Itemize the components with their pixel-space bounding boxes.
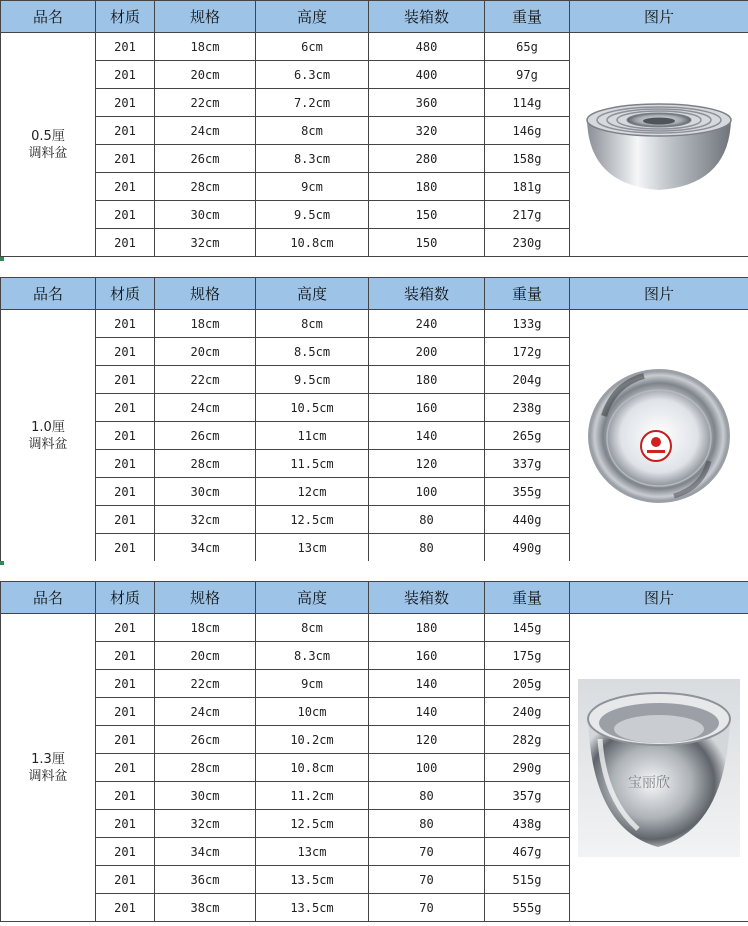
material-cell: 201: [96, 782, 155, 810]
size-cell: 32cm: [155, 810, 256, 838]
carton-qty-cell: 140: [369, 698, 485, 726]
height-cell: 13cm: [256, 838, 369, 866]
weight-cell: 181g: [485, 173, 570, 201]
carton-qty-cell: 160: [369, 642, 485, 670]
height-cell: 11.5cm: [256, 450, 369, 478]
carton-qty-cell: 70: [369, 894, 485, 922]
weight-cell: 65g: [485, 33, 570, 61]
height-cell: 10.5cm: [256, 394, 369, 422]
size-cell: 32cm: [155, 229, 256, 257]
header-carton-qty: 装箱数: [369, 1, 485, 33]
height-cell: 10.8cm: [256, 754, 369, 782]
weight-cell: 133g: [485, 310, 570, 338]
product-name-cell: [1, 33, 96, 257]
height-cell: 12cm: [256, 478, 369, 506]
bowl-with-sticker-icon: [584, 366, 734, 506]
carton-qty-cell: 160: [369, 394, 485, 422]
material-cell: 201: [96, 338, 155, 366]
carton-qty-cell: 180: [369, 366, 485, 394]
height-cell: 10.8cm: [256, 229, 369, 257]
size-cell: 36cm: [155, 866, 256, 894]
material-cell: 201: [96, 366, 155, 394]
header-size: 规格: [155, 278, 256, 310]
carton-qty-cell: 280: [369, 145, 485, 173]
table-header-row: [1, 1, 748, 33]
carton-qty-cell: 80: [369, 506, 485, 534]
header-material: 材质: [96, 278, 155, 310]
height-cell: 13.5cm: [256, 866, 369, 894]
size-cell: 30cm: [155, 201, 256, 229]
size-cell: 32cm: [155, 506, 256, 534]
carton-qty-cell: 240: [369, 310, 485, 338]
material-cell: 201: [96, 670, 155, 698]
material-cell: 201: [96, 145, 155, 173]
table-header-row: [1, 278, 748, 310]
header-height: 高度: [256, 582, 369, 614]
product-thickness: 1.3厘: [31, 751, 65, 767]
carton-qty-cell: 80: [369, 534, 485, 562]
carton-qty-cell: 70: [369, 838, 485, 866]
size-cell: 22cm: [155, 89, 256, 117]
weight-cell: 515g: [485, 866, 570, 894]
table-row: [1, 33, 748, 61]
product-type: 调料盆: [28, 768, 68, 784]
weight-cell: 355g: [485, 478, 570, 506]
carton-qty-cell: 140: [369, 670, 485, 698]
material-cell: 201: [96, 310, 155, 338]
weight-cell: 230g: [485, 229, 570, 257]
size-cell: 24cm: [155, 698, 256, 726]
height-cell: 9.5cm: [256, 201, 369, 229]
material-cell: 201: [96, 894, 155, 922]
table-separator: [0, 257, 748, 277]
weight-cell: 240g: [485, 698, 570, 726]
weight-cell: 172g: [485, 338, 570, 366]
carton-qty-cell: 70: [369, 866, 485, 894]
material-cell: 201: [96, 810, 155, 838]
brand-watermark: 宝丽欣: [628, 774, 670, 791]
carton-qty-cell: 200: [369, 338, 485, 366]
weight-cell: 282g: [485, 726, 570, 754]
height-cell: 12.5cm: [256, 506, 369, 534]
size-cell: 18cm: [155, 310, 256, 338]
material-cell: 201: [96, 614, 155, 642]
header-weight: 重量: [485, 1, 570, 33]
carton-qty-cell: 180: [369, 173, 485, 201]
weight-cell: 217g: [485, 201, 570, 229]
size-cell: 22cm: [155, 366, 256, 394]
weight-cell: 490g: [485, 534, 570, 562]
stacked-bowls-icon: [579, 90, 739, 200]
carton-qty-cell: 360: [369, 89, 485, 117]
material-cell: 201: [96, 394, 155, 422]
size-cell: 22cm: [155, 670, 256, 698]
header-weight: 重量: [485, 278, 570, 310]
weight-cell: 114g: [485, 89, 570, 117]
weight-cell: 555g: [485, 894, 570, 922]
header-size: 规格: [155, 582, 256, 614]
height-cell: 9.5cm: [256, 366, 369, 394]
header-product-name: 品名: [1, 278, 96, 310]
height-cell: 13cm: [256, 534, 369, 562]
weight-cell: 175g: [485, 642, 570, 670]
carton-qty-cell: 100: [369, 754, 485, 782]
size-cell: 18cm: [155, 33, 256, 61]
carton-qty-cell: 120: [369, 726, 485, 754]
material-cell: 201: [96, 866, 155, 894]
material-cell: 201: [96, 838, 155, 866]
weight-cell: 205g: [485, 670, 570, 698]
carton-qty-cell: 320: [369, 117, 485, 145]
product-name-cell: [1, 614, 96, 922]
height-cell: 10cm: [256, 698, 369, 726]
material-cell: 201: [96, 33, 155, 61]
size-cell: 24cm: [155, 117, 256, 145]
size-cell: 34cm: [155, 838, 256, 866]
table-row: [1, 614, 748, 642]
weight-cell: 158g: [485, 145, 570, 173]
carton-qty-cell: 100: [369, 478, 485, 506]
table-header-row: [1, 582, 748, 614]
weight-cell: 204g: [485, 366, 570, 394]
weight-cell: 146g: [485, 117, 570, 145]
size-cell: 20cm: [155, 642, 256, 670]
carton-qty-cell: 140: [369, 422, 485, 450]
height-cell: 8cm: [256, 310, 369, 338]
height-cell: 13.5cm: [256, 894, 369, 922]
header-size: 规格: [155, 1, 256, 33]
carton-qty-cell: 480: [369, 33, 485, 61]
material-cell: 201: [96, 229, 155, 257]
size-cell: 28cm: [155, 754, 256, 782]
material-cell: 201: [96, 506, 155, 534]
product-name-cell: [1, 310, 96, 562]
height-cell: 6.3cm: [256, 61, 369, 89]
header-carton-qty: 装箱数: [369, 582, 485, 614]
header-image: 图片: [570, 1, 748, 33]
size-cell: 18cm: [155, 614, 256, 642]
height-cell: 11cm: [256, 422, 369, 450]
height-cell: 8.3cm: [256, 145, 369, 173]
size-cell: 30cm: [155, 478, 256, 506]
size-cell: 26cm: [155, 422, 256, 450]
header-height: 高度: [256, 278, 369, 310]
carton-qty-cell: 150: [369, 201, 485, 229]
carton-qty-cell: 180: [369, 614, 485, 642]
height-cell: 9cm: [256, 670, 369, 698]
material-cell: 201: [96, 422, 155, 450]
header-image: 图片: [570, 582, 748, 614]
material-cell: 201: [96, 61, 155, 89]
height-cell: 7.2cm: [256, 89, 369, 117]
height-cell: 8cm: [256, 117, 369, 145]
size-cell: 34cm: [155, 534, 256, 562]
table-row: [1, 310, 748, 338]
material-cell: 201: [96, 754, 155, 782]
spec-table-1.0: [0, 277, 748, 562]
weight-cell: 290g: [485, 754, 570, 782]
header-weight: 重量: [485, 582, 570, 614]
material-cell: 201: [96, 201, 155, 229]
product-type: 调料盆: [28, 145, 68, 161]
height-cell: 8.5cm: [256, 338, 369, 366]
material-cell: 201: [96, 450, 155, 478]
material-cell: 201: [96, 726, 155, 754]
height-cell: 6cm: [256, 33, 369, 61]
header-height: 高度: [256, 1, 369, 33]
size-cell: 20cm: [155, 61, 256, 89]
weight-cell: 238g: [485, 394, 570, 422]
height-cell: 11.2cm: [256, 782, 369, 810]
carton-qty-cell: 80: [369, 810, 485, 838]
material-cell: 201: [96, 698, 155, 726]
material-cell: 201: [96, 117, 155, 145]
weight-cell: 97g: [485, 61, 570, 89]
size-cell: 26cm: [155, 726, 256, 754]
material-cell: 201: [96, 478, 155, 506]
header-material: 材质: [96, 582, 155, 614]
weight-cell: 440g: [485, 506, 570, 534]
material-cell: 201: [96, 89, 155, 117]
header-carton-qty: 装箱数: [369, 278, 485, 310]
header-product-name: 品名: [1, 1, 96, 33]
size-cell: 28cm: [155, 173, 256, 201]
height-cell: 8.3cm: [256, 642, 369, 670]
product-thickness: 0.5厘: [31, 128, 65, 144]
header-image: 图片: [570, 278, 748, 310]
weight-cell: 265g: [485, 422, 570, 450]
material-cell: 201: [96, 534, 155, 562]
size-cell: 30cm: [155, 782, 256, 810]
product-thickness: 1.0厘: [31, 419, 65, 435]
size-cell: 28cm: [155, 450, 256, 478]
spec-table-1.3: [0, 581, 748, 922]
product-type: 调料盆: [28, 436, 68, 452]
size-cell: 24cm: [155, 394, 256, 422]
table-separator: [0, 561, 748, 581]
height-cell: 10.2cm: [256, 726, 369, 754]
size-cell: 38cm: [155, 894, 256, 922]
carton-qty-cell: 400: [369, 61, 485, 89]
product-image-cell: [570, 310, 748, 562]
spec-table-0.5: [0, 0, 748, 257]
bowl-with-brand-icon: [578, 679, 740, 857]
size-cell: 26cm: [155, 145, 256, 173]
size-cell: 20cm: [155, 338, 256, 366]
weight-cell: 337g: [485, 450, 570, 478]
weight-cell: 438g: [485, 810, 570, 838]
weight-cell: 357g: [485, 782, 570, 810]
height-cell: 12.5cm: [256, 810, 369, 838]
header-product-name: 品名: [1, 582, 96, 614]
material-cell: 201: [96, 173, 155, 201]
product-image-cell: [570, 614, 748, 922]
material-cell: 201: [96, 642, 155, 670]
carton-qty-cell: 80: [369, 782, 485, 810]
carton-qty-cell: 120: [369, 450, 485, 478]
height-cell: 9cm: [256, 173, 369, 201]
header-material: 材质: [96, 1, 155, 33]
weight-cell: 145g: [485, 614, 570, 642]
weight-cell: 467g: [485, 838, 570, 866]
carton-qty-cell: 150: [369, 229, 485, 257]
product-image-cell: [570, 33, 748, 257]
height-cell: 8cm: [256, 614, 369, 642]
